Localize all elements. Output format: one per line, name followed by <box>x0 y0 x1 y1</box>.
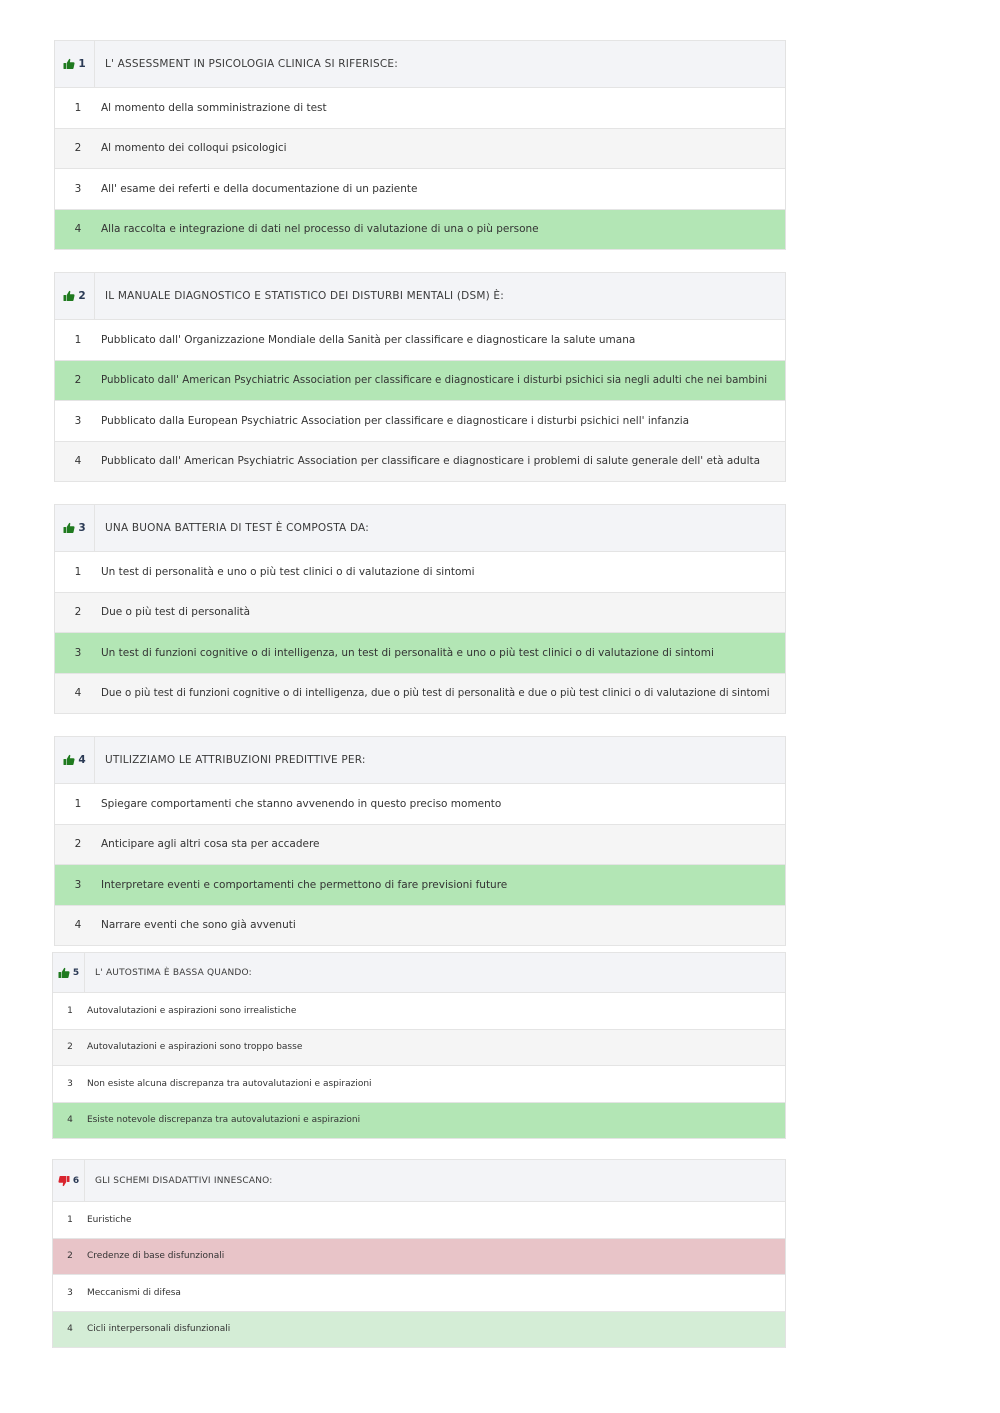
thumbs-up-icon <box>63 754 78 766</box>
answer-option-text: Pubblicato dall' American Psychiatric Association per classificare e diagnosticare i disturbi psichici sia negli adulti che nei bambini <box>101 374 768 387</box>
answer-option-index: 4 <box>67 1324 73 1335</box>
question-header <box>55 504 785 552</box>
question-number <box>55 737 95 783</box>
answer-option-index: 1 <box>74 101 82 114</box>
answer-option <box>53 993 785 1030</box>
answer-option <box>55 674 785 715</box>
question-number <box>55 41 95 87</box>
answer-option-text: Autovalutazioni e aspirazioni sono troppo basse <box>87 1042 303 1053</box>
answer-option <box>53 1202 785 1239</box>
question-number-label: 2 <box>78 290 86 302</box>
answer-option-text: Due o più test di personalità <box>101 606 251 619</box>
question-block <box>52 952 786 1139</box>
question-number-label: 5 <box>72 967 80 978</box>
question-block <box>54 272 786 482</box>
answer-option-index: 4 <box>74 455 82 468</box>
thumbs-up-icon <box>63 58 78 70</box>
answer-option-text: Pubblicato dalla European Psychiatric Association per classificare e diagnosticare i disturbi psichici nell' infanzia <box>101 414 690 427</box>
answer-option <box>53 1275 785 1312</box>
question-title: IL MANUALE DIAGNOSTICO E STATISTICO DEI DISTURBI MENTALI (DSM) È: <box>105 290 504 302</box>
answer-option-text: Pubblicato dall' Organizzazione Mondiale della Sanità per classificare e diagnosticare la salute umana <box>101 333 636 346</box>
answer-option-index: 1 <box>74 565 82 578</box>
answer-option <box>55 210 785 251</box>
answer-option-index: 3 <box>74 646 82 659</box>
answer-option-index: 4 <box>74 919 82 932</box>
answer-option <box>55 784 785 825</box>
question-title: UTILIZZIAMO LE ATTRIBUZIONI PREDITTIVE PER: <box>105 754 366 766</box>
answer-option <box>55 906 785 947</box>
question-number-label: 6 <box>72 1175 80 1186</box>
answer-option <box>53 1066 785 1103</box>
answer-option <box>55 401 785 442</box>
answer-option-text: Spiegare comportamenti che stanno avvenendo in questo preciso momento <box>101 797 502 810</box>
answer-option-index: 4 <box>74 687 82 700</box>
answer-option-index: 2 <box>67 1251 73 1262</box>
answer-option-index: 1 <box>67 1214 73 1225</box>
question-number-label: 4 <box>78 754 86 766</box>
answer-option-text: Credenze di base disfunzionali <box>87 1251 225 1262</box>
answer-option-index: 2 <box>74 606 82 619</box>
answer-option <box>55 865 785 906</box>
question-number <box>55 273 95 319</box>
answer-option-text: Narrare eventi che sono già avvenuti <box>101 919 296 932</box>
answer-option-text: Cicli interpersonali disfunzionali <box>87 1324 231 1335</box>
answer-option-text: Pubblicato dall' American Psychiatric Association per classificare e diagnosticare i problemi di salute generale dell' età adulta <box>101 455 761 468</box>
answer-option-index: 1 <box>74 333 82 346</box>
answer-option <box>55 633 785 674</box>
answer-option <box>55 552 785 593</box>
thumbs-up-icon <box>58 967 73 979</box>
answer-option-index: 2 <box>74 838 82 851</box>
answer-option <box>55 361 785 402</box>
answer-option-text: Non esiste alcuna discrepanza tra autovalutazioni e aspirazioni <box>87 1078 372 1089</box>
answer-option-index: 3 <box>67 1287 73 1298</box>
question-number-label: 1 <box>78 58 86 70</box>
answer-option-text: Anticipare agli altri cosa sta per accadere <box>101 838 320 851</box>
answer-option-text: Due o più test di funzioni cognitive o di intelligenza, due o più test di personalità e due o più test clinici o di valutazione di sintomi <box>101 687 770 700</box>
question-header <box>55 272 785 320</box>
question-header <box>55 736 785 784</box>
answer-option-index: 4 <box>67 1115 73 1126</box>
answer-option-index: 1 <box>74 797 82 810</box>
answer-option <box>55 442 785 483</box>
answer-option <box>55 169 785 210</box>
answer-option-text: Un test di funzioni cognitive o di intelligenza, un test di personalità e uno o più test clinici o di valutazione di sintomi <box>101 646 714 659</box>
answer-option-text: Interpretare eventi e comportamenti che permettono di fare previsioni future <box>101 878 508 891</box>
question-number-label: 3 <box>78 522 86 534</box>
answer-option <box>55 88 785 129</box>
answer-option-index: 2 <box>74 374 82 387</box>
thumbs-up-icon <box>63 522 78 534</box>
question-header <box>55 40 785 88</box>
answer-option-text: Alla raccolta e integrazione di dati nel processo di valutazione di una o più persone <box>101 223 539 236</box>
thumbs-down-icon <box>58 1175 73 1187</box>
question-block <box>54 736 786 946</box>
question-block <box>52 1159 786 1348</box>
question-number <box>53 953 85 992</box>
question-number <box>53 1160 85 1201</box>
answer-option <box>53 1030 785 1067</box>
answer-option-index: 4 <box>74 223 82 236</box>
question-title: GLI SCHEMI DISADATTIVI INNESCANO: <box>95 1175 273 1186</box>
answer-option-index: 3 <box>74 878 82 891</box>
answer-option <box>55 825 785 866</box>
answer-option <box>55 593 785 634</box>
answer-option <box>55 129 785 170</box>
answer-option <box>53 1312 785 1349</box>
question-title: L' AUTOSTIMA È BASSA QUANDO: <box>95 967 252 978</box>
answer-option-text: Al momento della somministrazione di test <box>101 101 327 114</box>
answer-option-index: 2 <box>67 1042 73 1053</box>
answer-option-text: Al momento dei colloqui psicologici <box>101 142 287 155</box>
question-title: UNA BUONA BATTERIA DI TEST È COMPOSTA DA: <box>105 522 369 534</box>
answer-option-text: Autovalutazioni e aspirazioni sono irrealistiche <box>87 1005 297 1016</box>
question-header <box>53 952 785 993</box>
question-header <box>53 1159 785 1202</box>
answer-option-index: 3 <box>67 1078 73 1089</box>
answer-option <box>53 1239 785 1276</box>
answer-option-index: 2 <box>74 142 82 155</box>
answer-option-text: All' esame dei referti e della documentazione di un paziente <box>101 182 418 195</box>
answer-option-text: Meccanismi di difesa <box>87 1287 181 1298</box>
answer-option-index: 3 <box>74 182 82 195</box>
question-block <box>54 40 786 250</box>
answer-option-index: 3 <box>74 414 82 427</box>
question-title: L' ASSESSMENT IN PSICOLOGIA CLINICA SI RIFERISCE: <box>105 58 398 70</box>
answer-option <box>53 1103 785 1140</box>
answer-option-text: Euristiche <box>87 1214 132 1225</box>
answer-option-index: 1 <box>67 1005 73 1016</box>
answer-option-text: Esiste notevole discrepanza tra autovalutazioni e aspirazioni <box>87 1115 361 1126</box>
question-number <box>55 505 95 551</box>
answer-option <box>55 320 785 361</box>
thumbs-up-icon <box>63 290 78 302</box>
answer-option-text: Un test di personalità e uno o più test clinici o di valutazione di sintomi <box>101 565 475 578</box>
question-block <box>54 504 786 714</box>
